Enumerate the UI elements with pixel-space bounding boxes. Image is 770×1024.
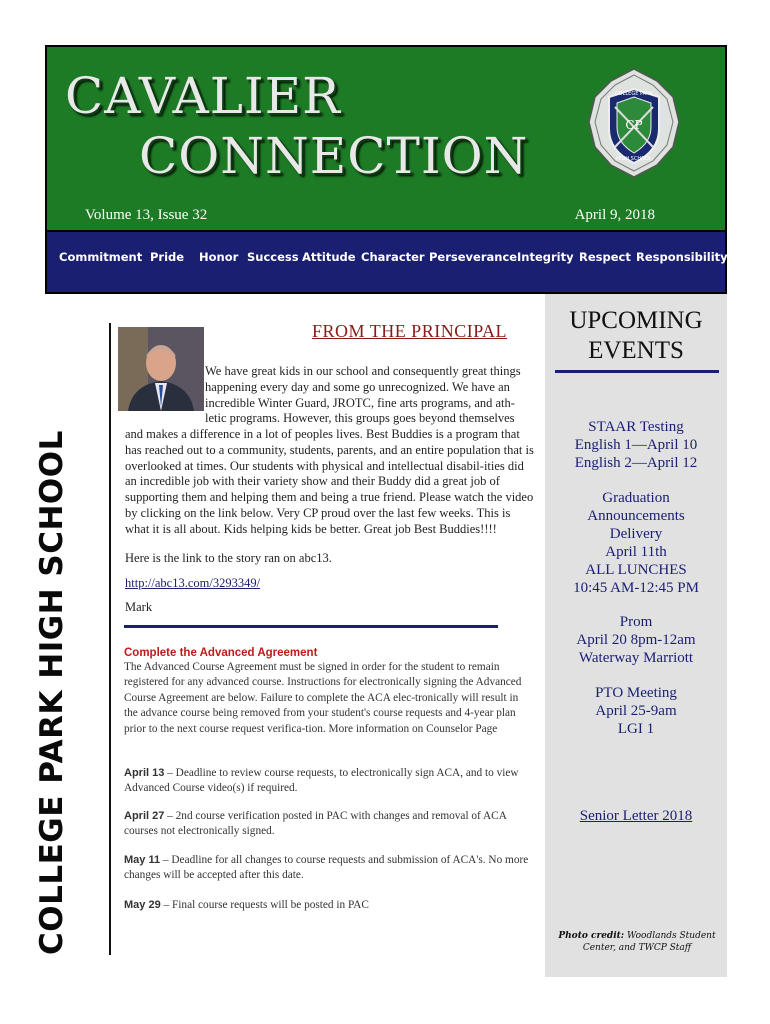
link-intro: Here is the link to the story ran on abc13. (125, 551, 332, 565)
value-success: Success (247, 250, 299, 264)
photo-credit (555, 930, 719, 954)
event-line: 10:45 AM-12:45 PM (573, 580, 699, 596)
deadline-date: April 13 (124, 767, 165, 779)
newsletter-title-line1: CAVALIER (65, 67, 341, 125)
school-name-vertical: COLLEGE PARK HIGH SCHOOL (34, 430, 70, 955)
value-pride: Pride (150, 250, 185, 264)
masthead (45, 45, 727, 232)
section-divider (124, 625, 498, 628)
event-line: April 20 8pm-12am (576, 632, 696, 648)
principal-photo (118, 327, 204, 411)
event-line: ALL LUNCHES (585, 562, 687, 578)
event-line: April 25-9am (595, 703, 677, 719)
value-character: Character (361, 250, 425, 264)
event-heading: STAAR Testing (588, 419, 684, 435)
event-pto (545, 684, 727, 738)
deadline-item (124, 853, 534, 884)
principal-section-title: FROM THE PRINCIPAL (312, 321, 508, 341)
value-responsibility: Responsibility (636, 250, 728, 264)
photo-credit-label: Photo credit: (558, 931, 625, 941)
event-line: English 2—April 12 (574, 455, 698, 471)
event-line: April 11th (605, 544, 667, 560)
event-heading: Prom (619, 614, 653, 630)
school-crest-icon (587, 67, 682, 179)
photo-credit-text: Woodlands Student Center, and TWCP Staff (582, 931, 716, 953)
event-heading: PTO Meeting (595, 685, 677, 701)
deadline-item (124, 809, 534, 840)
principal-paragraph-intro: We have great kids in our school and consequently great things happening every day and some go unrecognized. We have an incredible Winter Guard, JROTC, fine arts programs, and ath-letic programs. However, this groups goes beyond themselves (205, 364, 521, 426)
deadline-item (124, 766, 534, 797)
event-prom (545, 613, 727, 667)
event-line: Waterway Marriott (578, 650, 694, 666)
issue-date: April 9, 2018 (574, 207, 655, 223)
deadline-date: May 11 (124, 854, 161, 866)
deadline-text: – Final course requests will be posted in PAC (160, 899, 369, 911)
newsletter-title-line2: CONNECTION (139, 127, 529, 185)
event-staar (545, 418, 727, 472)
value-attitude: Attitude (302, 250, 356, 264)
value-respect: Respect (579, 250, 631, 264)
event-line: English 1—April 10 (574, 437, 698, 453)
abc13-story-link[interactable]: http://abc13.com/3293349/ (125, 576, 261, 590)
crest-text-bottom: HIGH SCHOOL (616, 156, 652, 162)
deadline-item (124, 898, 534, 913)
deadline-text: – Deadline to review course requests, to electronically sign ACA, and to view Advanced Course video(s) if required. (124, 767, 519, 795)
crest-text-top: COLLEGE PARK (615, 91, 653, 97)
deadline-text: – Deadline for all changes to course requests and submission of ACA's. No more changes will be accepted after this date. (124, 854, 529, 882)
upcoming-events-sidebar (545, 294, 727, 977)
deadline-date: May 29 (124, 899, 161, 911)
event-line: LGI 1 (617, 721, 655, 737)
volume-issue: Volume 13, Issue 32 (85, 207, 208, 223)
aca-body-text: The Advanced Course Agreement must be signed in order for the student to remain registered for any advanced course. Instructions for electronically signing the Advanced Course Agreement are below. Failure to complete the ACA elec-tronically will result in the advance course being removed from your student's course requests and 4-year plan prior to the next course request verifica-tion. More information on Counselor Page (124, 661, 522, 735)
event-heading: Graduation Announcements Delivery (587, 490, 685, 542)
deadline-date: April 27 (124, 810, 165, 822)
senior-letter-link[interactable]: Senior Letter 2018 (579, 808, 693, 824)
value-honor: Honor (199, 250, 239, 264)
column-divider (109, 323, 111, 955)
sidebar-divider (555, 370, 719, 373)
sidebar-title: UPCOMING EVENTS (569, 307, 703, 364)
principal-paragraph-body: and makes a difference in a lot of peoples lives. Best Buddies is a program that has reached out to a community, students, parents, and an entire population that is overlooked at times. Our students with physical and intellectual disabil-ities did an incredible job with their variety show and their Buddy did a great job of supporting them and helping them and being a true friend. Please watch the video by clicking on the link below. Very CP proud over the last few weeks. This is what it is all about. Kids helping kids be better. Great job Best Buddies!!!! (125, 427, 534, 536)
value-perseverance: Perseverance (429, 250, 518, 264)
event-graduation (565, 489, 707, 597)
deadline-text: – 2nd course verification posted in PAC with changes and removal of ACA courses not electronically signed. (124, 810, 507, 838)
crest-initials: CP (625, 118, 643, 132)
value-integrity: Integrity (517, 250, 574, 264)
values-bar (45, 232, 727, 294)
aca-section-title: Complete the Advanced Agreement (124, 647, 318, 659)
principal-signature: Mark (125, 600, 153, 614)
value-commitment: Commitment (59, 250, 143, 264)
